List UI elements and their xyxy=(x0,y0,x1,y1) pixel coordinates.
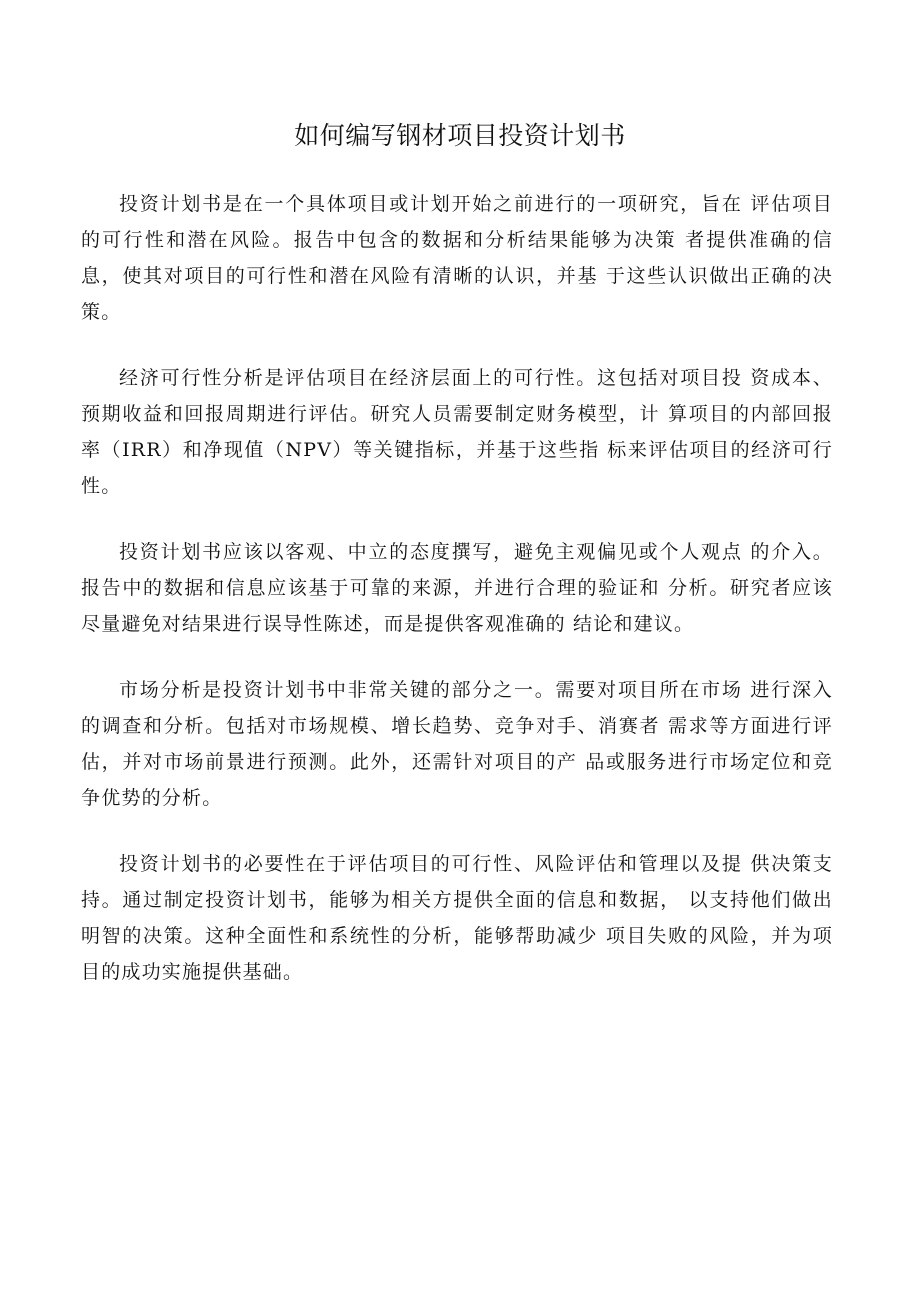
paragraph-4: 市场分析是投资计划书中非常关键的部分之一。需要对项目所在市场 进行深入的调查和分析。包括对市场规模、增长趋势、竞争对手、消赛者 需求等方面进行评估，并对市场前景进行预测。此外，还需针对项目的产 品或服务进行市场定位和竞争优势的分析。 xyxy=(81,679,833,809)
paragraph-1: 投资计划书是在一个具体项目或计划开始之前进行的一项研究，旨在 评估项目的可行性和潜在风险。报告中包含的数据和分析结果能够为决策 者提供准确的信息，使其对项目的可行性和潜在风险有清晰的认识，并基 于这些认识做出正确的决策。 xyxy=(81,193,833,323)
document-title: 如何编写钢材项目投资计划书 xyxy=(294,121,626,150)
paragraph-3: 投资计划书应该以客观、中立的态度撰写，避免主观偏见或个人观点 的介入。报告中的数据和信息应该基于可靠的来源，并进行合理的验证和 分析。研究者应该尽量避免对结果进行误导性陈述，而是提供客观准确的 结论和建议。 xyxy=(81,541,833,635)
paragraph-2: 经济可行性分析是评估项目在经济层面上的可行性。这包括对项目投 资成本、预期收益和回报周期进行评估。研究人员需要制定财务模型，计 算项目的内部回报率（IRR）和净现值（NPV）等关键指标，并基于这些指 标来评估项目的经济可行性。 xyxy=(81,367,833,497)
paragraph-5: 投资计划书的必要性在于评估项目的可行性、风险评估和管理以及提 供决策支持。通过制定投资计划书，能够为相关方提供全面的信息和数据， 以支持他们做出明智的决策。这种全面性和系统性的分析，能够帮助减少 项目失败的风险，并为项目的成功实施提供基础。 xyxy=(81,853,833,983)
document-body xyxy=(81,186,833,1020)
